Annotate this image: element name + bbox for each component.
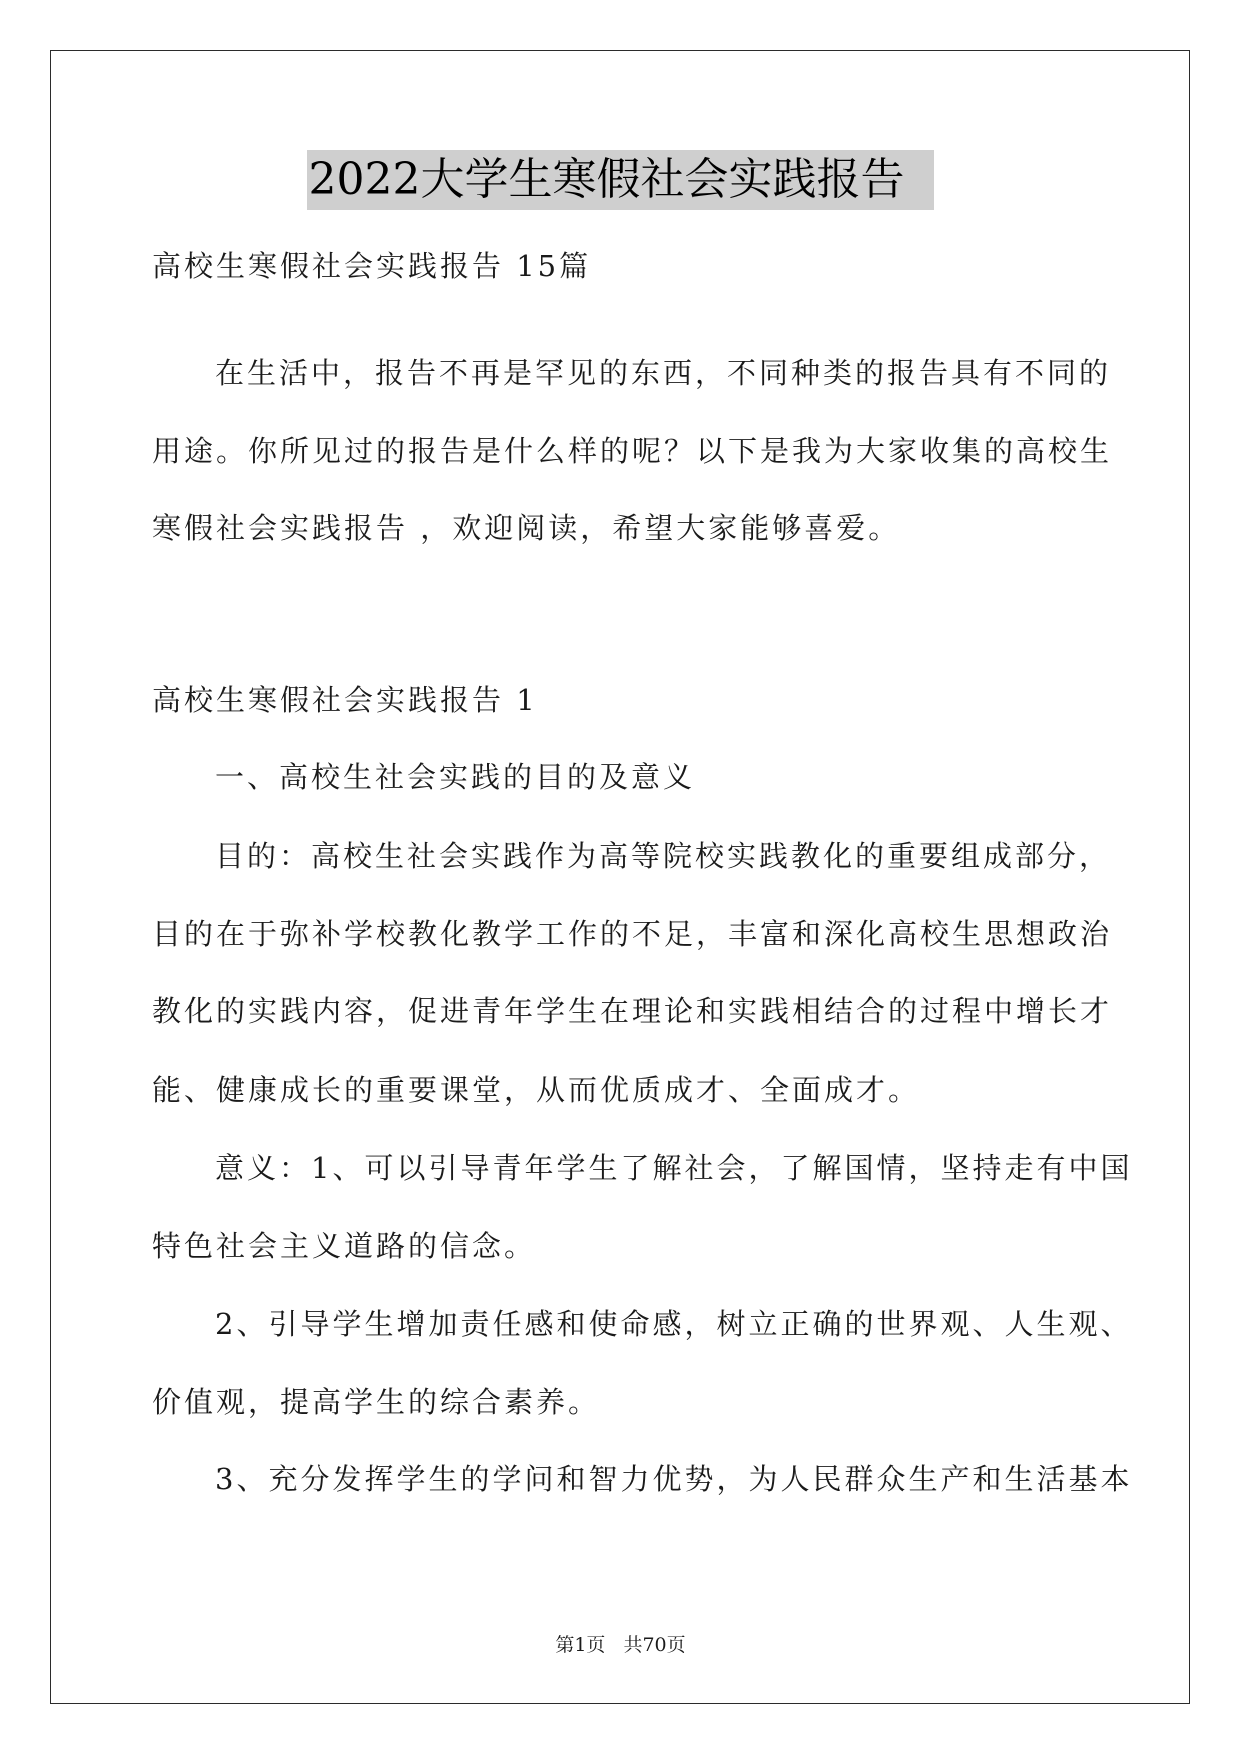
- page-number: 第1页: [555, 1634, 606, 1656]
- paragraph-line: 在生活中，报告不再是罕见的东西，不同种类的报告具有不同的: [215, 356, 1112, 390]
- page-border: [50, 50, 1190, 1704]
- paragraph-line: 教化的实践内容，促进青年学生在理论和实践相结合的过程中增长才: [152, 994, 1113, 1028]
- paragraph-line: 2、引导学生增加责任感和使命感，树立正确的世界观、人生观、: [215, 1307, 1133, 1341]
- title-wrapper: [0, 150, 1241, 210]
- paragraph-line: 特色社会主义道路的信念。: [152, 1229, 537, 1263]
- paragraph-line: 3、充分发挥学生的学问和智力优势，为人民群众生产和生活基本: [215, 1462, 1133, 1496]
- page-total: 共70页: [623, 1634, 686, 1656]
- page-footer: [0, 1630, 1241, 1657]
- document-title: 2022大学生寒假社会实践报告: [307, 150, 935, 210]
- subtitle-line: 高校生寒假社会实践报告 15篇: [152, 249, 592, 283]
- paragraph-line: 价值观，提高学生的综合素养。: [152, 1385, 601, 1419]
- paragraph-line: 寒假社会实践报告 ，欢迎阅读，希望大家能够喜爱。: [152, 511, 901, 545]
- paragraph-line: 目的：高校生社会实践作为高等院校实践教化的重要组成部分，: [215, 839, 1112, 873]
- subheading-line: 一、高校生社会实践的目的及意义: [215, 760, 696, 794]
- paragraph-line: 能、健康成长的重要课堂，从而优质成才、全面成才。: [152, 1073, 921, 1107]
- paragraph-line: 目的在于弥补学校教化教学工作的不足，丰富和深化高校生思想政治: [152, 917, 1113, 951]
- paragraph-line: 意义：1、可以引导青年学生了解社会，了解国情，坚持走有中国: [215, 1151, 1133, 1185]
- section-heading: 高校生寒假社会实践报告 1: [152, 683, 538, 717]
- paragraph-line: 用途。你所见过的报告是什么样的呢？以下是我为大家收集的高校生: [152, 434, 1113, 468]
